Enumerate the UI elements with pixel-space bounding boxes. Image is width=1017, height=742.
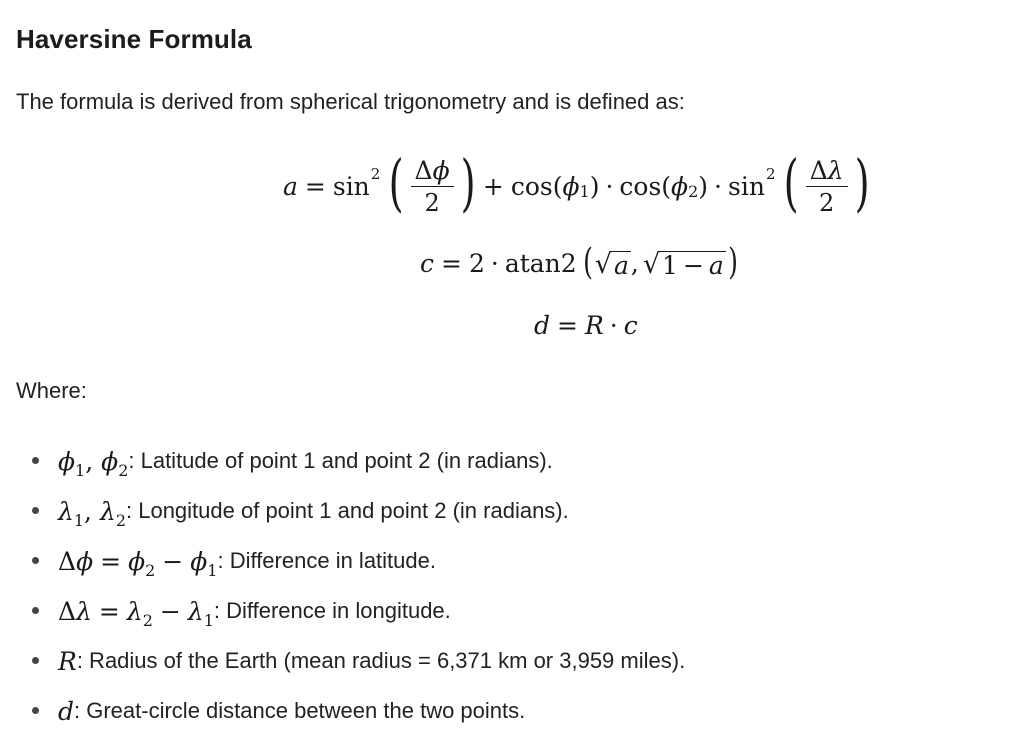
definition-text: : Difference in latitude. [217, 548, 436, 573]
list-item [32, 586, 992, 636]
section-heading: Haversine Formula [16, 24, 252, 54]
equation-haversine-c: c = 2 · atan2 ( √ a , √ 1 − a ) [420, 242, 738, 283]
bullet-icon [32, 507, 39, 514]
list-item [32, 536, 992, 586]
definition-text: : Difference in longitude. [213, 598, 451, 623]
equation-haversine-d: d = R · c [534, 310, 638, 340]
equation-haversine-a: a = sin 2 ( $\frac{\Delta\phi}{2}$ ) + cos( ϕ 1 ) · cos( ϕ 2 ) · sin 2 ( $\frac{\Delta\lambda}{2}$ ) [283, 146, 870, 219]
definition-text: : Longitude of point 1 and point 2 (in radians). [126, 498, 569, 523]
list-item [32, 636, 992, 686]
definition-text: : Radius of the Earth (mean radius = 6,371 km or 3,959 miles). [76, 648, 686, 673]
intro-paragraph: The formula is derived from spherical trigonometry and is defined as: [16, 89, 685, 114]
bullet-icon [32, 457, 39, 464]
list-item [32, 686, 992, 736]
bullet-icon [32, 657, 39, 664]
symbol-delta-lambda: $\Delta\lambda = \lambda_2 - \lambda_1$ [58, 596, 214, 630]
list-item [32, 436, 992, 486]
symbol-distance: d [58, 696, 75, 726]
symbol-latitudes: $\phi_1$, $\phi_2$ [58, 446, 129, 480]
definition-text: : Great-circle distance between the two points. [74, 698, 526, 723]
document-page [16, 0, 1001, 742]
definition-text: : Latitude of point 1 and point 2 (in radians). [128, 448, 553, 473]
symbol-longitudes: $\lambda_1$, $\lambda_2$ [58, 496, 126, 530]
symbol-radius: R [58, 646, 77, 676]
bullet-icon [32, 557, 39, 564]
bullet-icon [32, 607, 39, 614]
symbol-delta-phi: $\Delta\phi = \phi_2 - \phi_1$ [58, 546, 218, 580]
list-item [32, 486, 992, 536]
bullet-icon [32, 707, 39, 714]
definitions-list [32, 436, 992, 736]
where-label: Where: [16, 378, 87, 403]
